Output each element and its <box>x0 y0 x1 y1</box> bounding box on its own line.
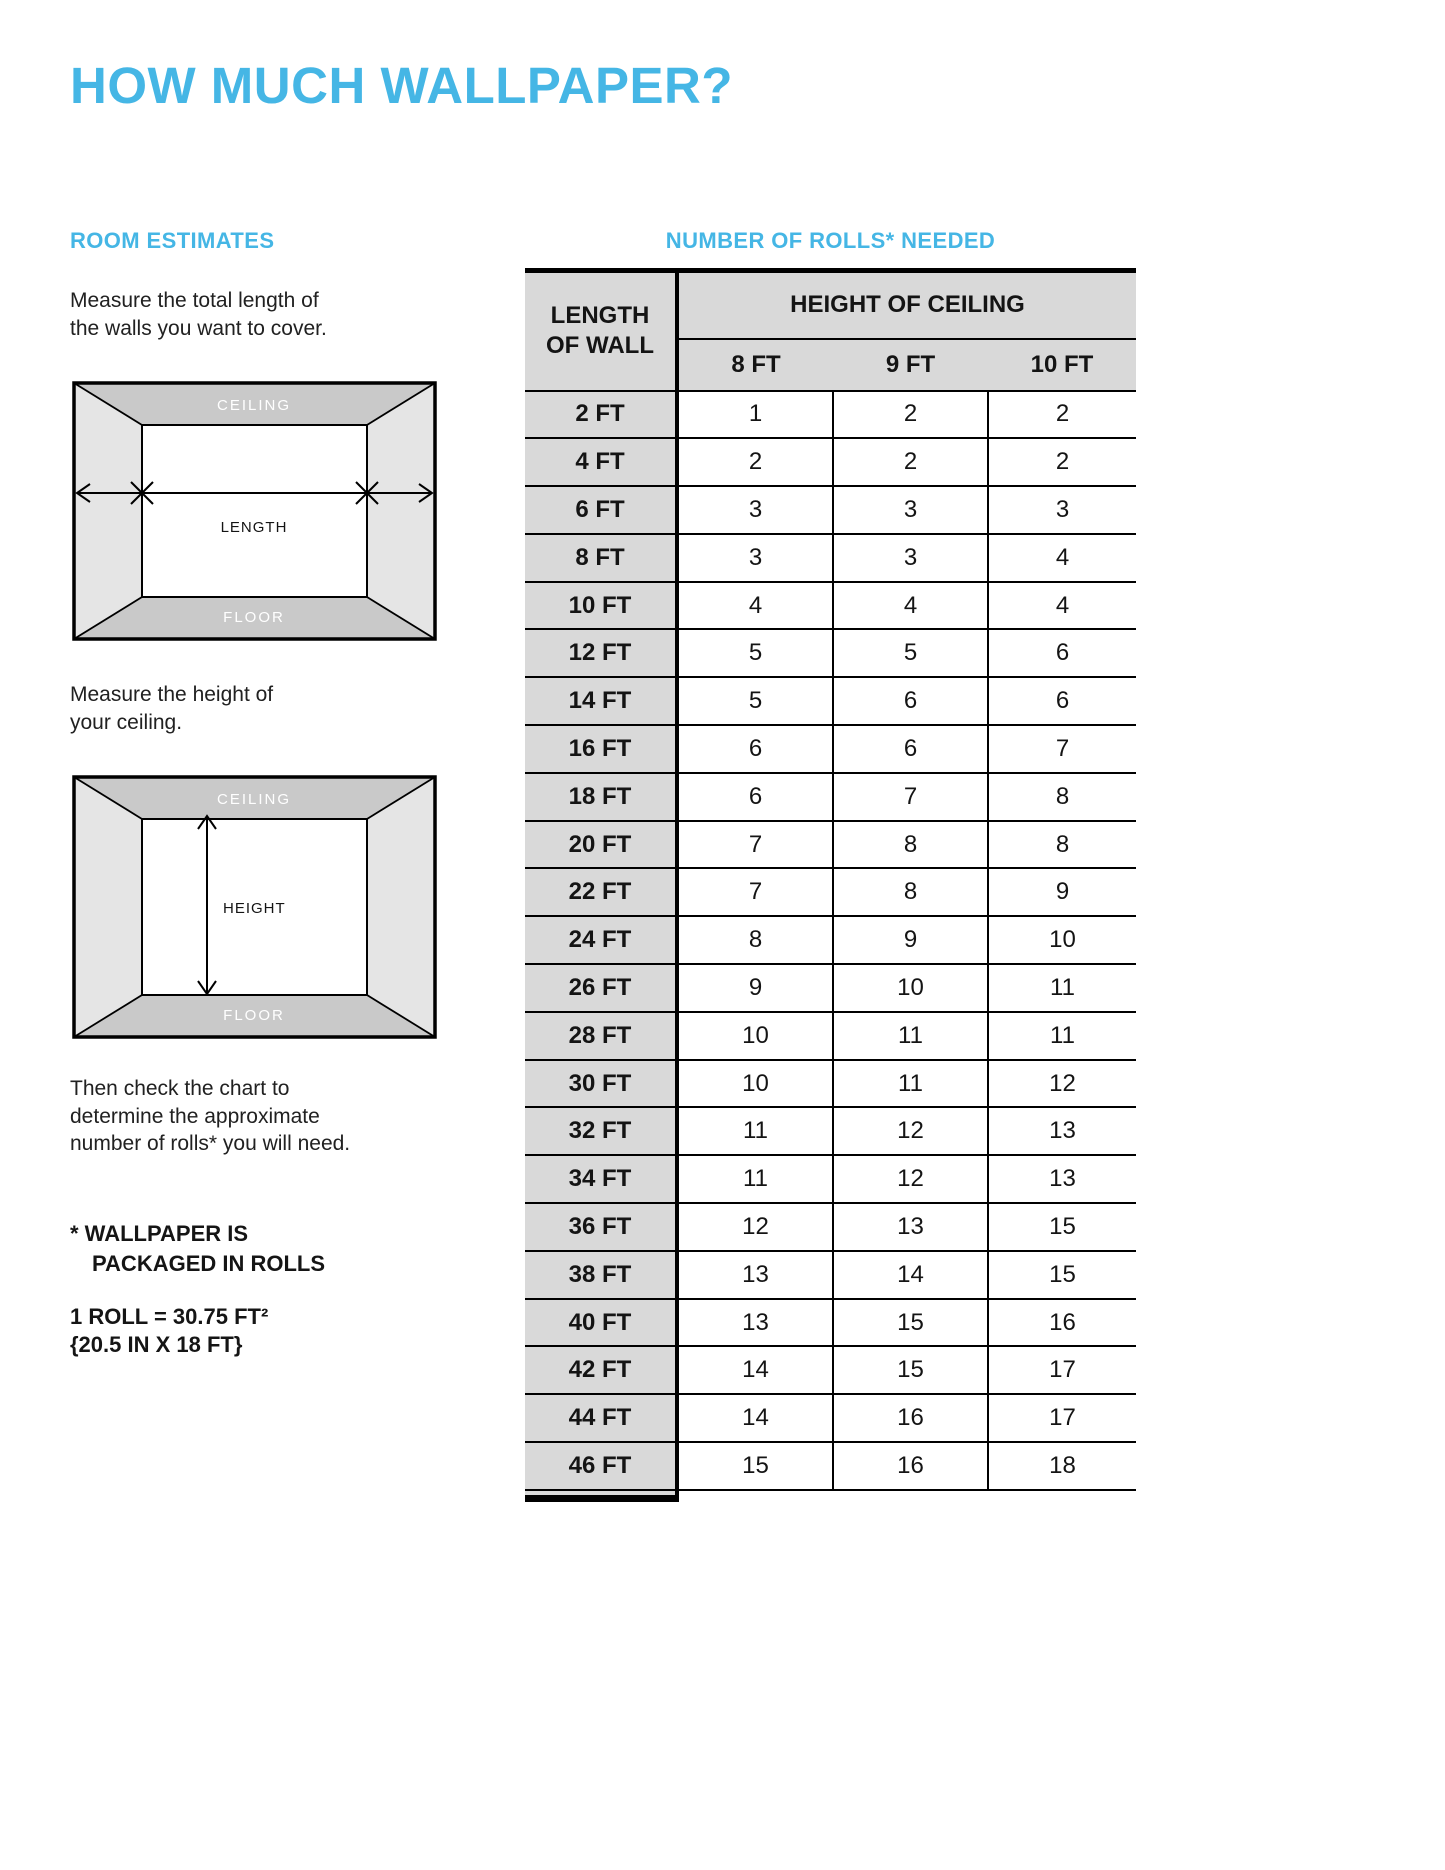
rolls-value-cell: 14 <box>677 1346 833 1394</box>
table-row <box>525 1394 1136 1442</box>
wall-length-cell: 18 FT <box>525 773 677 821</box>
table-row <box>525 1155 1136 1203</box>
rolls-value-cell: 6 <box>988 629 1136 677</box>
rolls-value-cell: 4 <box>677 582 833 630</box>
wall-length-cell: 28 FT <box>525 1012 677 1060</box>
instruction-check-chart <box>70 1075 350 1158</box>
rolls-value-cell: 9 <box>833 916 988 964</box>
rolls-value-cell: 3 <box>677 486 833 534</box>
rolls-value-cell: 14 <box>677 1394 833 1442</box>
rolls-value-cell: 6 <box>677 725 833 773</box>
instruction-measure-length <box>70 287 327 342</box>
rolls-value-cell: 4 <box>988 534 1136 582</box>
floor-label: FLOOR <box>223 1007 285 1024</box>
wall-length-cell: 36 FT <box>525 1203 677 1251</box>
table-row <box>525 1299 1136 1347</box>
wall-length-cell: 30 FT <box>525 1060 677 1108</box>
rolls-value-cell: 11 <box>833 1060 988 1108</box>
rolls-value-cell: 13 <box>988 1107 1136 1155</box>
floor-label: FLOOR <box>223 609 285 626</box>
rolls-value-cell: 3 <box>988 486 1136 534</box>
rolls-value-cell: 2 <box>677 438 833 486</box>
text-line: your ceiling. <box>70 710 183 734</box>
rolls-value-cell: 2 <box>833 391 988 439</box>
room-estimates-heading: ROOM ESTIMATES <box>70 228 275 253</box>
rolls-value-cell: 12 <box>988 1060 1136 1108</box>
table-row <box>525 1251 1136 1299</box>
wall-length-cell: 2 FT <box>525 391 677 439</box>
rolls-value-cell: 6 <box>833 725 988 773</box>
rolls-value-cell: 3 <box>833 486 988 534</box>
rolls-table-title: NUMBER OF ROLLS* NEEDED <box>665 228 996 253</box>
table-row <box>525 1107 1136 1155</box>
text-line: 1 ROLL = 30.75 FT² <box>70 1304 269 1329</box>
wall-length-cell: 22 FT <box>525 868 677 916</box>
header-row-group <box>525 271 1136 339</box>
rolls-value-cell: 12 <box>677 1203 833 1251</box>
ceiling-label: CEILING <box>216 397 292 414</box>
roll-size-info <box>70 1303 268 1359</box>
text-line: the walls you want to cover. <box>70 316 327 340</box>
length-diagram-svg <box>72 381 437 641</box>
rolls-value-cell: 2 <box>988 438 1136 486</box>
text-line: determine the approximate <box>70 1104 320 1128</box>
rolls-value-cell: 11 <box>833 1012 988 1060</box>
rolls-value-cell: 8 <box>833 821 988 869</box>
rolls-value-cell: 13 <box>988 1155 1136 1203</box>
table-row <box>525 629 1136 677</box>
footer-empty-cell <box>833 1490 988 1499</box>
rolls-value-cell: 15 <box>833 1299 988 1347</box>
wall-length-cell: 34 FT <box>525 1155 677 1203</box>
rolls-value-cell: 8 <box>988 821 1136 869</box>
wall-length-cell: 4 FT <box>525 438 677 486</box>
rolls-value-cell: 15 <box>677 1442 833 1490</box>
table-row <box>525 916 1136 964</box>
rolls-value-cell: 15 <box>833 1346 988 1394</box>
rolls-value-cell: 6 <box>677 773 833 821</box>
rolls-table-head <box>525 271 1136 391</box>
rolls-value-cell: 2 <box>833 438 988 486</box>
wall-length-cell: 6 FT <box>525 486 677 534</box>
rolls-value-cell: 8 <box>677 916 833 964</box>
rolls-value-cell: 14 <box>833 1251 988 1299</box>
table-row <box>525 773 1136 821</box>
ceiling-label: CEILING <box>216 791 292 808</box>
wall-length-cell: 10 FT <box>525 582 677 630</box>
wall-length-cell: 16 FT <box>525 725 677 773</box>
rolls-value-cell: 5 <box>677 629 833 677</box>
rolls-value-cell: 9 <box>677 964 833 1012</box>
height-label: HEIGHT <box>223 900 286 917</box>
wall-length-cell: 46 FT <box>525 1442 677 1490</box>
wall-length-cell: 26 FT <box>525 964 677 1012</box>
rolls-value-cell: 8 <box>833 868 988 916</box>
height-diagram <box>72 775 437 1044</box>
rolls-value-cell: 12 <box>833 1107 988 1155</box>
rolls-value-cell: 5 <box>677 677 833 725</box>
text-line: Measure the height of <box>70 683 274 706</box>
table-row <box>525 1012 1136 1060</box>
table-row <box>525 582 1136 630</box>
rolls-value-cell: 10 <box>988 916 1136 964</box>
rolls-value-cell: 11 <box>988 964 1136 1012</box>
page-title: HOW MUCH WALLPAPER? <box>70 57 733 114</box>
rolls-table-body <box>525 391 1136 1499</box>
text-line: Measure the total length of <box>70 289 319 312</box>
wall-length-cell: 42 FT <box>525 1346 677 1394</box>
text-line: Then check the chart to <box>70 1077 290 1100</box>
wall-length-cell: 38 FT <box>525 1251 677 1299</box>
rolls-value-cell: 16 <box>833 1394 988 1442</box>
rolls-value-cell: 13 <box>677 1251 833 1299</box>
wall-length-cell: 44 FT <box>525 1394 677 1442</box>
table-row <box>525 1060 1136 1108</box>
rolls-value-cell: 7 <box>988 725 1136 773</box>
footer-empty-cell <box>677 1490 833 1499</box>
rolls-value-cell: 13 <box>677 1299 833 1347</box>
wall-length-cell: 20 FT <box>525 821 677 869</box>
wall-length-cell: 12 FT <box>525 629 677 677</box>
text-line: PACKAGED IN ROLLS <box>92 1251 326 1276</box>
rolls-value-cell: 2 <box>988 391 1136 439</box>
text-line: * WALLPAPER IS <box>70 1221 249 1246</box>
rolls-value-cell: 17 <box>988 1394 1136 1442</box>
length-label: LENGTH <box>220 519 288 536</box>
rolls-value-cell: 7 <box>677 868 833 916</box>
table-row <box>525 868 1136 916</box>
rolls-value-cell: 6 <box>833 677 988 725</box>
wall-length-cell: 32 FT <box>525 1107 677 1155</box>
rolls-value-cell: 12 <box>833 1155 988 1203</box>
rolls-value-cell: 9 <box>988 868 1136 916</box>
footer-gray-stub <box>525 1490 677 1499</box>
table-row <box>525 1442 1136 1490</box>
table-row <box>525 391 1136 439</box>
rolls-table <box>525 268 1136 1502</box>
rolls-value-cell: 17 <box>988 1346 1136 1394</box>
table-row <box>525 486 1136 534</box>
col-header-9ft: 9 FT <box>833 339 988 391</box>
rolls-value-cell: 13 <box>833 1203 988 1251</box>
rolls-value-cell: 10 <box>677 1012 833 1060</box>
wall-length-cell: 14 FT <box>525 677 677 725</box>
table-row <box>525 725 1136 773</box>
wall-length-cell: 24 FT <box>525 916 677 964</box>
rolls-value-cell: 6 <box>988 677 1136 725</box>
room-perspective <box>74 383 435 639</box>
rolls-value-cell: 11 <box>677 1107 833 1155</box>
wall-length-cell: 8 FT <box>525 534 677 582</box>
rolls-value-cell: 16 <box>833 1442 988 1490</box>
rolls-value-cell: 5 <box>833 629 988 677</box>
table-row <box>525 964 1136 1012</box>
rolls-value-cell: 10 <box>677 1060 833 1108</box>
rolls-value-cell: 11 <box>677 1155 833 1203</box>
height-of-ceiling-header: HEIGHT OF CEILING <box>677 271 1136 339</box>
table-row <box>525 1203 1136 1251</box>
table-row <box>525 438 1136 486</box>
text-line: number of rolls* you will need. <box>70 1132 351 1155</box>
rolls-value-cell: 8 <box>988 773 1136 821</box>
rolls-value-cell: 16 <box>988 1299 1136 1347</box>
instruction-measure-height <box>70 681 273 736</box>
rolls-value-cell: 10 <box>833 964 988 1012</box>
table-row <box>525 677 1136 725</box>
rolls-value-cell: 11 <box>988 1012 1136 1060</box>
wall-length-cell: 40 FT <box>525 1299 677 1347</box>
table-footer-bar <box>525 1490 1136 1499</box>
footer-empty-cell <box>988 1490 1136 1499</box>
rolls-value-cell: 4 <box>833 582 988 630</box>
rolls-value-cell: 3 <box>677 534 833 582</box>
col-header-10ft: 10 FT <box>988 339 1136 391</box>
rolls-footnote <box>70 1219 325 1279</box>
length-diagram <box>72 381 437 646</box>
height-diagram-svg <box>72 775 437 1039</box>
rolls-value-cell: 7 <box>833 773 988 821</box>
rolls-value-cell: 1 <box>677 391 833 439</box>
length-of-wall-header: LENGTH OF WALL <box>525 271 677 391</box>
rolls-value-cell: 18 <box>988 1442 1136 1490</box>
rolls-value-cell: 15 <box>988 1203 1136 1251</box>
rolls-value-cell: 15 <box>988 1251 1136 1299</box>
table-row <box>525 1346 1136 1394</box>
table-row <box>525 534 1136 582</box>
rolls-value-cell: 7 <box>677 821 833 869</box>
col-header-8ft: 8 FT <box>677 339 833 391</box>
rolls-value-cell: 3 <box>833 534 988 582</box>
rolls-value-cell: 4 <box>988 582 1136 630</box>
table-row <box>525 821 1136 869</box>
text-line: {20.5 IN X 18 FT} <box>70 1332 243 1357</box>
